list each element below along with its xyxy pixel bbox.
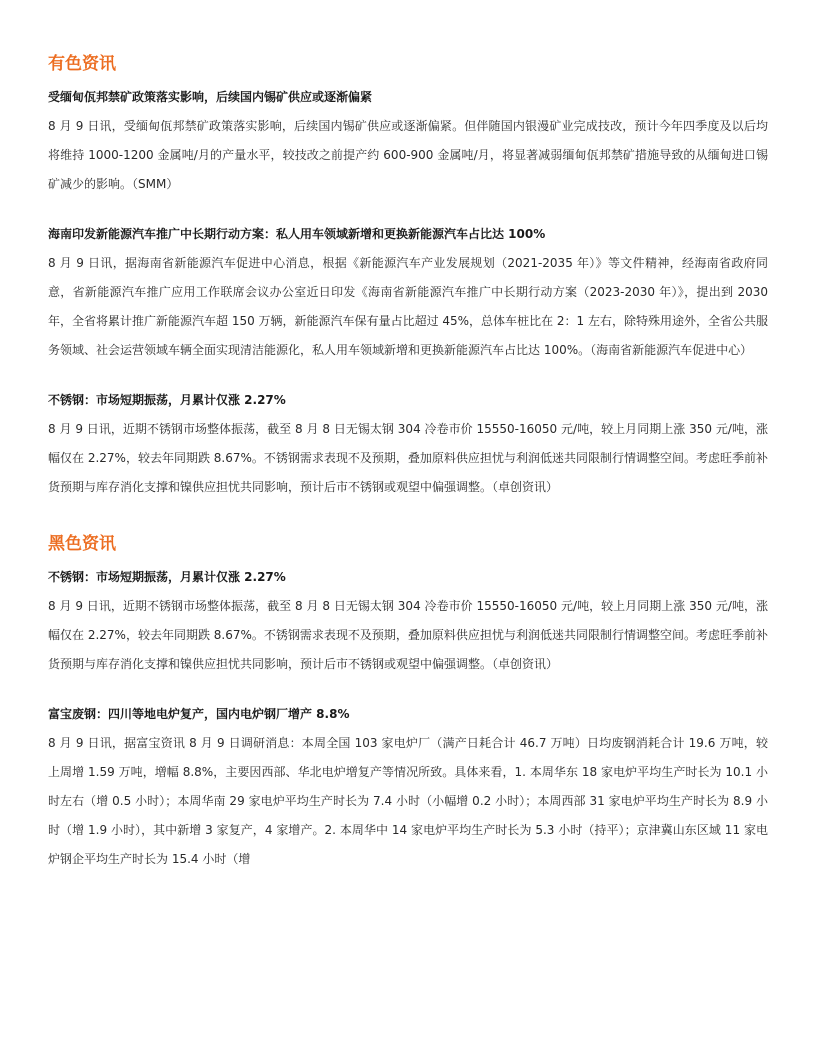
article-headline: 富宝废钢：四川等地电炉复产，国内电炉钢厂增产 8.8% [48,707,350,721]
article [48,705,768,874]
article-headline: 不锈钢：市场短期振荡，月累计仅涨 2.27% [48,570,286,584]
article-body: 8 月 9 日讯，受缅甸佤邦禁矿政策落实影响，后续国内锡矿供应或逐渐偏紧。但伴随国内银漫矿业完成技改，预计今年四季度及以后均将维持 1000-1200 金属吨/月的产量水平，较技改之前提产约 600-900 金属吨/月，将显著减弱缅甸佤邦禁矿措施导致的从缅甸进口锡矿减少的影响。（SMM） [48,119,768,191]
document-page [48,52,768,900]
article [48,88,768,199]
article-body: 8 月 9 日讯，据海南省新能源汽车促进中心消息，根据《新能源汽车产业发展规划（2021-2035 年）》等文件精神，经海南省政府同意，省新能源汽车推广应用工作联席会议办公室近日印发《海南省新能源汽车推广中长期行动方案（2023-2030 年）》，提出到 2030 年，全省将累计推广新能源汽车超 150 万辆，新能源汽车保有量占比超过 45%，总体车桩比在 2：1 左右，除特殊用途外，全省公共服务领域、社会运营领域车辆全面实现清洁能源化，私人用车领域新增和更换新能源汽车占比达 100%。（海南省新能源汽车促进中心） [48,256,768,357]
article-body: 8 月 9 日讯，据富宝资讯 8 月 9 日调研消息：本周全国 103 家电炉厂（满产日耗合计 46.7 万吨）日均废钢消耗合计 19.6 万吨，较上周增 1.59 万吨，增幅 8.8%，主要因西部、华北电炉增复产等情况所致。具体来看，1. 本周华东 18 家电炉平均生产时长为 10.1 小时左右（增 0.5 小时）；本周华南 29 家电炉平均生产时长为 7.4 小时（小幅增 0.2 小时）；本周西部 31 家电炉平均生产时长为 8.9 小时（增 1.9 小时），其中新增 3 家复产，4 家增产。2. 本周华中 14 家电炉平均生产时长为 5.3 小时（持平）；京津冀山东区域 11 家电炉钢企平均生产时长为 15.4 小时（增 [48,736,768,866]
section-title: 有色资讯 [48,54,116,74]
article-body: 8 月 9 日讯，近期不锈钢市场整体振荡，截至 8 月 8 日无锡太钢 304 冷卷市价 15550-16050 元/吨，较上月同期上涨 350 元/吨，涨幅仅在 2.27%，较去年同期跌 8.67%。不锈钢需求表现不及预期，叠加原料供应担忧与利润低迷共同限制行情调整空间。考虑旺季前补货预期与库存消化支撑和镍供应担忧共同影响，预计后市不锈钢或观望中偏强调整。（卓创资讯） [48,422,768,494]
article [48,391,768,502]
section-ferrous [48,532,768,874]
article [48,568,768,679]
article-headline: 不锈钢：市场短期振荡，月累计仅涨 2.27% [48,393,286,407]
section-title: 黑色资讯 [48,534,116,554]
article-headline: 受缅甸佤邦禁矿政策落实影响，后续国内锡矿供应或逐渐偏紧 [48,90,373,104]
article [48,225,768,365]
article-headline: 海南印发新能源汽车推广中长期行动方案：私人用车领域新增和更换新能源汽车占比达 100% [48,227,546,241]
section-nonferrous [48,52,768,502]
article-body: 8 月 9 日讯，近期不锈钢市场整体振荡，截至 8 月 8 日无锡太钢 304 冷卷市价 15550-16050 元/吨，较上月同期上涨 350 元/吨，涨幅仅在 2.27%，较去年同期跌 8.67%。不锈钢需求表现不及预期，叠加原料供应担忧与利润低迷共同限制行情调整空间。考虑旺季前补货预期与库存消化支撑和镍供应担忧共同影响，预计后市不锈钢或观望中偏强调整。（卓创资讯） [48,599,768,671]
